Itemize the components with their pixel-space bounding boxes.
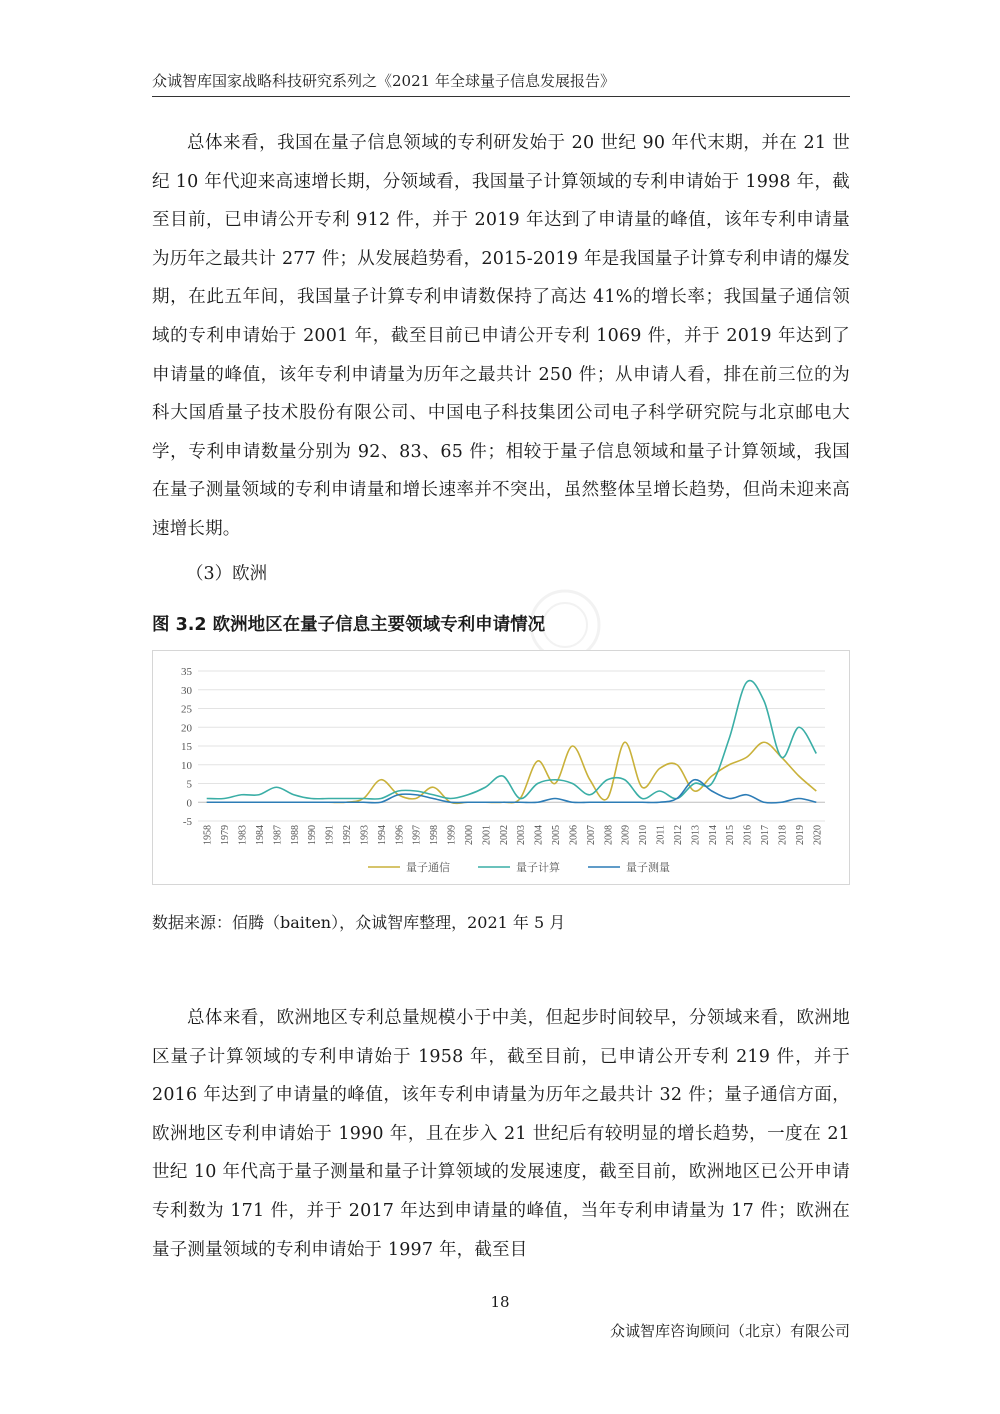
- x-tick-label: 2015: [725, 825, 737, 845]
- legend-label-2: 量子计算: [516, 861, 560, 874]
- x-tick-label: 2006: [568, 825, 580, 845]
- x-tick-label: 1997: [411, 825, 423, 845]
- x-tick-label: 1999: [446, 825, 458, 845]
- x-tick-label: 1983: [237, 825, 249, 845]
- x-tick-label: 1994: [376, 825, 388, 845]
- paragraph-europe-summary: 总体来看，欧洲地区专利总量规模小于中美，但起步时间较早，分领域来看，欧洲地区量子计算领域的专利申请始于 1958 年，截至目前，已申请公开专利 219 件，并于 2016 年达到了申请量的峰值，该年专利申请量为历年之最共计 32 件；量子通信方面，欧洲地区专利申请始于 1990 年，且在步入 21 世纪后有较明显的增长趋势，一度在 21 世纪 10 年代高于量子测量和量子计算领域的发展速度，截至目前，欧洲地区已公开申请专利数为 171 件，并于 2017 年达到申请量的峰值，当年专利申请量为 17 件；欧洲在量子测量领域的专利申请始于 1997 年，截至目: [152, 1008, 850, 1260]
- x-tick-label: 1993: [359, 825, 371, 845]
- x-tick-label: 2019: [794, 825, 806, 845]
- x-tick-label: 1996: [394, 825, 406, 845]
- y-tick-label: 15: [181, 741, 192, 753]
- running-header: 众诚智库国家战略科技研究系列之《2021 年全球量子信息发展报告》: [152, 70, 850, 97]
- legend-label-3: 量子测量: [626, 861, 670, 874]
- figure-title: 图 3.2 欧洲地区在量子信息主要领域专利申请情况: [152, 615, 546, 635]
- section-subheading: （3）欧洲: [186, 564, 268, 584]
- series-line-2: [207, 681, 817, 799]
- x-tick-label: 1991: [324, 825, 336, 845]
- x-tick-label: 1979: [220, 825, 232, 845]
- x-tick-label: 2004: [533, 825, 545, 845]
- x-tick-label: 2007: [585, 825, 597, 845]
- x-tick-label: 1984: [254, 825, 266, 845]
- x-tick-label: 1998: [429, 825, 441, 845]
- x-tick-label: 1958: [202, 825, 214, 845]
- x-tick-label: 2003: [516, 825, 528, 845]
- patent-chart: [152, 650, 850, 885]
- chart-svg: [153, 651, 851, 886]
- y-tick-label: 25: [181, 703, 192, 716]
- x-tick-label: 1992: [342, 825, 354, 845]
- x-tick-label: 2020: [812, 825, 824, 845]
- x-tick-label: 2001: [481, 825, 493, 845]
- y-tick-label: 5: [186, 778, 192, 791]
- x-tick-label: 1990: [307, 825, 319, 845]
- x-tick-label: 2013: [690, 825, 702, 845]
- x-tick-label: 2008: [603, 825, 615, 845]
- x-tick-label: 2005: [551, 825, 563, 845]
- x-tick-label: 2017: [760, 825, 772, 845]
- figure-source: 数据来源：佰腾（baiten），众诚智库整理，2021 年 5 月: [152, 913, 566, 932]
- y-tick-label: 20: [181, 722, 192, 735]
- x-tick-label: 2000: [463, 825, 475, 845]
- x-tick-label: 2012: [672, 825, 684, 845]
- page-footer: 众诚智库咨询顾问（北京）有限公司: [609, 1322, 850, 1340]
- x-tick-label: 2002: [498, 825, 510, 845]
- paragraph-china-summary: 总体来看，我国在量子信息领域的专利研发始于 20 世纪 90 年代末期，并在 21 世纪 10 年代迎来高速增长期，分领域看，我国量子计算领域的专利申请始于 1998 年，截至目前，已申请公开专利 912 件，并于 2019 年达到了申请量的峰值，该年专利申请量为历年之最共计 277 件；从发展趋势看，2015-2019 年是我国量子计算专利申请的爆发期，在此五年间，我国量子计算专利申请数保持了高达 41%的增长率；我国量子通信领域的专利申请始于 2001 年，截至目前已申请公开专利 1069 件，并于 2019 年达到了申请量的峰值，该年专利申请量为历年之最共计 250 件；从申请人看，排在前三位的为科大国盾量子技术股份有限公司、中国电子科技集团公司电子科学研究院与北京邮电大学，专利申请数量分别为 92、83、65 件；相较于量子信息领域和量子计算领域，我国在量子测量领域的专利申请量和增长速率并不突出，虽然整体呈增长趋势，但尚未迎来高速增长期。: [152, 133, 850, 539]
- y-tick-label: 10: [181, 759, 192, 772]
- x-tick-label: 2014: [707, 825, 719, 845]
- y-tick-label: -5: [182, 816, 192, 828]
- x-tick-label: 2010: [638, 825, 650, 845]
- y-tick-label: 0: [186, 797, 192, 810]
- x-tick-label: 2011: [655, 825, 667, 845]
- legend-label-1: 量子通信: [406, 861, 450, 874]
- x-tick-label: 2016: [742, 825, 754, 845]
- x-tick-label: 2018: [777, 825, 789, 845]
- x-tick-label: 1988: [289, 825, 301, 845]
- y-tick-label: 35: [181, 666, 192, 678]
- x-tick-label: 1987: [272, 825, 284, 845]
- x-tick-label: 2009: [620, 825, 632, 845]
- page-number: 18: [490, 1293, 510, 1311]
- y-tick-label: 30: [181, 684, 192, 697]
